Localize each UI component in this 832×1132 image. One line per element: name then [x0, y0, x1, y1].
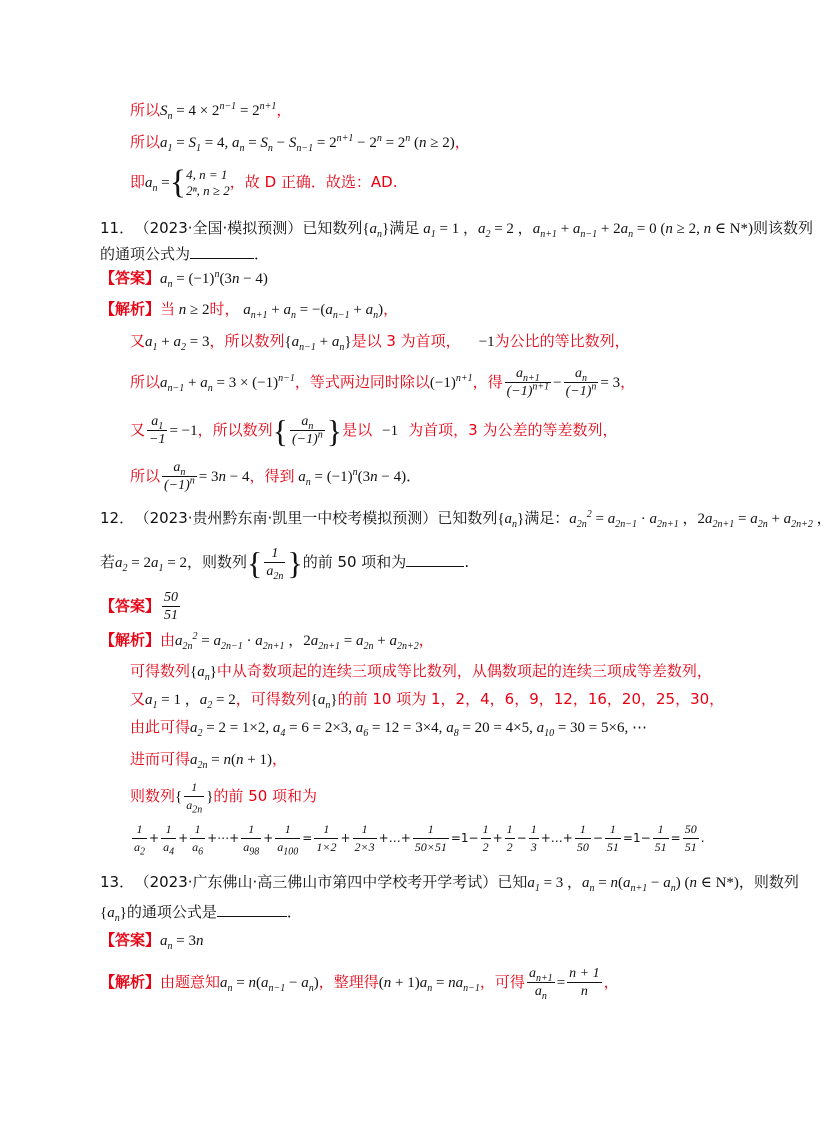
math-cond: $a_1 = 1$ ，$a_2 = 2$ ，$a_{n+1} + a_{n-1} + 2a_n = 0$ (n ≥ 2, n ∈ N*): [423, 221, 754, 240]
frac: $\frac{1}{2}$: [506, 822, 513, 854]
math-init2: $a_1 = 1$ ，$a_2 = 2$: [145, 692, 236, 711]
math-geom: $a_{n-1} + a_n = 3 \times (-1)^{n-1}$: [160, 373, 295, 394]
frac-recip: $\frac{1}{a_{2n}}$: [266, 546, 284, 582]
q11-stem-line-2: 的通项公式为 ．: [100, 245, 270, 263]
math-rel2: $(n + 1)a_n = na_{n-1}$: [378, 975, 480, 994]
q12-stem-line-1: [100, 508, 832, 529]
stem-text: 满足：: [524, 509, 570, 527]
frac-ratio2: $\frac{n + 1}{n}$: [569, 966, 600, 999]
text: 所以: [130, 373, 161, 391]
q12-analysis-1: 【解析】由$a_{2n}^2 = a_{2n-1} \cdot a_{2n+1}$ ，$2a_{2n+1} = a_{2n} + a_{2n+2}$，: [100, 631, 434, 652]
math-div: $(-1)^{n+1}$: [429, 373, 473, 391]
text: 为首项，3 为公差的等差数列，: [408, 421, 618, 439]
q11-analysis-5: [130, 458, 421, 495]
text: 由此可得: [130, 718, 191, 736]
math-even: $a_2 = 2 = 1\times 2$, $a_4 = 6 = 2\times 3$, $a_6 = 12 = 3\times 4$, $a_8 = 20 = 4\times 5$, $a_{10} = 30 = 5\times 6$, ⋯: [190, 720, 647, 739]
answer-blank: [190, 244, 254, 259]
q11-analysis-1: 【解析】当 n ≥ 2时， $a_{n+1} + a_n = -(a_{n-1} + a_n)$，: [100, 300, 399, 321]
q13-answer: [100, 930, 203, 951]
math-sn: $S_n = 4 \times 2^{n-1} = 2^{n+1}$: [160, 101, 277, 122]
text: 的前 10 项为 1，2，4，6，9，12，16，20，25，30，: [337, 690, 725, 708]
q12-analysis-5: 进而可得$a_{2n} = n(n + 1)$，: [130, 750, 287, 771]
math-brace: }: [206, 789, 214, 805]
text: 进而可得: [130, 750, 191, 768]
case-2: 2ⁿ, n ≥ 2: [186, 182, 230, 198]
text: ，得: [472, 373, 503, 391]
q11-analysis-2: [130, 331, 630, 352]
math-init: $a_2 = 2a_1 = 2$: [115, 555, 187, 574]
text: 是以 3 为首项，: [351, 332, 461, 350]
frac: $\frac{1}{50\times 51}$: [414, 822, 447, 854]
q11-stem-line-1: [100, 218, 813, 239]
math-answer: $a_n = (-1)^n(3n - 4)$: [160, 269, 268, 290]
prev-line-1: [130, 100, 291, 121]
frac-answer: $\frac{50}{51}$: [164, 590, 179, 623]
text: 又: [130, 421, 146, 439]
text: ，等式两边同时除以: [294, 373, 430, 391]
brace-icon: }: [287, 544, 303, 581]
text: ，所以数列: [209, 332, 285, 350]
frac: $\frac{1}{1\times 2}$: [316, 822, 337, 854]
q11-answer: [100, 268, 268, 289]
math-rel: $a_n = n(a_{n-1} - a_n)$: [220, 975, 319, 994]
text-tail: ，: [276, 101, 292, 119]
stem-text: ，则数列: [738, 873, 799, 891]
text: ，可得数列: [235, 690, 311, 708]
question-source: （2023·贵州黔东南·凯里一中校考模拟预测）: [142, 509, 438, 527]
math-seq: $\{a_n\}$: [362, 221, 390, 240]
frac: $\frac{1}{2}$: [482, 822, 489, 854]
frac: $\frac{1}{2\times 3}$: [354, 822, 375, 854]
math-answer: $a_n = 3n$: [160, 933, 204, 952]
q11-analysis-4: [130, 410, 617, 451]
text: 的前 50 项和为: [213, 787, 318, 805]
text: 又: [130, 332, 146, 350]
text: 则数列: [130, 787, 176, 805]
question-number: 13．: [100, 873, 135, 891]
math-first: −1: [382, 423, 399, 439]
math-eqm1: = −1: [169, 423, 198, 439]
frac-1: $\frac{a_{n+1}}{(-1)^{n+1}}$: [506, 366, 550, 399]
frac: $\frac{1}{50}$: [576, 822, 589, 854]
answer-label: 【答案】: [100, 597, 161, 615]
math-cond2: $a_{2n}^2 = a_{2n-1} \cdot a_{2n+1}$ ，$2a_{2n+1} = a_{2n} + a_{2n+2}$: [175, 631, 419, 652]
stem-text: 已知数列: [437, 509, 498, 527]
frac: $\frac{50}{51}$: [684, 822, 697, 854]
answer-blank: [217, 902, 287, 917]
text-lead: 所以: [130, 133, 161, 151]
text: 可得数列: [130, 662, 191, 680]
math-brace: {: [175, 789, 183, 805]
q12-analysis-4: [130, 717, 647, 738]
answer-label: 【答案】: [100, 269, 161, 287]
math-ratio: −1: [478, 334, 495, 350]
prev-line-2: [130, 132, 470, 153]
text-tail: ，: [454, 133, 470, 151]
frac: $\frac{1}{51}$: [606, 822, 619, 854]
brace-icon: {: [169, 163, 187, 201]
frac-4: $\frac{a_n}{(-1)^n}$: [292, 414, 323, 447]
math-sum: $a_1 + a_2 = 3$: [145, 334, 210, 353]
math-seq: $\{a_n\}$: [497, 511, 525, 530]
text: 所以: [130, 467, 161, 485]
stem-text: 的通项公式为: [100, 245, 191, 263]
math-an-var: $a_n$ =: [145, 175, 170, 194]
stem-text: 若: [100, 553, 116, 571]
math-n: n ≥ 2: [175, 302, 210, 318]
math-result: $a_n = (-1)^n(3n - 4)$．: [294, 467, 422, 488]
stem-text: ，则数列: [186, 553, 247, 571]
text: 时，: [209, 300, 240, 318]
math-cond: $a_1 = 3$ ，$a_n = n(a_{n+1} - a_n)$ (n ∈ N*): [527, 875, 739, 894]
answer-label: 【答案】: [100, 931, 161, 949]
brace-icon: }: [326, 412, 343, 449]
q12-answer: [100, 586, 182, 626]
frac-5: $\frac{a_n}{(-1)^n}$: [164, 460, 195, 493]
frac-3: $\frac{a_1}{-1}$: [149, 414, 166, 447]
frac: $\frac{1}{3}$: [530, 822, 537, 854]
stem-text: 则该数列: [753, 219, 814, 237]
text-lead: 即: [130, 173, 146, 191]
text-tail: ，故 D 正确．故选：AD.: [229, 173, 398, 191]
frac: $\frac{1}{a_{100}}$: [277, 822, 299, 858]
math-eq3: = 3: [600, 375, 621, 391]
stem-text: 的通项公式是: [126, 903, 217, 921]
frac-2: $\frac{a_n}{(-1)^n}$: [565, 366, 597, 399]
frac: $\frac{1}{a_6}$: [192, 822, 204, 858]
q12-analysis-6: [130, 778, 317, 815]
question-number: 12．: [100, 509, 135, 527]
text: 由: [160, 631, 176, 649]
frac: $\frac{1}{a_4}$: [163, 822, 175, 858]
question-source: （2023·全国·模拟预测）: [142, 219, 303, 237]
brace-icon: {: [246, 544, 263, 581]
math-seq: $\{a_n\}$: [100, 905, 127, 924]
frac-recip2: $\frac{1}{a_{2n}}$: [186, 780, 203, 816]
frac: $\frac{1}{a_{98}}$: [243, 822, 260, 858]
math-cond: $a_{2n}^2 = a_{2n-1} \cdot a_{2n+1}$ ，$2a_{2n+1} = a_{2n} + a_{2n+2}$ ，: [569, 509, 832, 530]
text: ，整理得: [318, 973, 379, 991]
math-a2n: $a_{2n} = n(n + 1)$: [190, 752, 272, 771]
q12-analysis-3: [130, 689, 724, 710]
answer-blank: [406, 552, 464, 567]
frac: $\frac{1}{51}$: [654, 822, 667, 854]
text: 又: [130, 690, 146, 708]
question-source: （2023·广东佛山·高三佛山市第四中学校考开学考试）: [142, 873, 498, 891]
math-minus: −: [553, 375, 562, 391]
math-seq: $\{a_n\}$: [190, 664, 217, 683]
stem-text: 满足: [389, 219, 420, 237]
question-number: 11．: [100, 219, 135, 237]
q13-analysis-1: 【解析】由题意知$a_n = n(a_{n-1} - a_n)$，整理得$(n + 1)a_n = na_{n-1}$，可得 $\frac{a_{n+1}}{a_n}$ = $\frac{n + 1}{n}$ ，: [100, 966, 619, 1002]
text: 当: [160, 300, 176, 318]
q13-stem-line-1: [100, 872, 799, 893]
math-seq: $\{a_n\}$: [310, 692, 338, 711]
analysis-label: 【解析】: [100, 973, 161, 991]
math-rel: $a_{n+1} + a_n = -(a_{n-1} + a_n)$: [239, 302, 384, 321]
text: 由题意知: [160, 973, 221, 991]
frac-ratio: $\frac{a_{n+1}}{a_n}$: [528, 966, 553, 1002]
stem-text: 已知: [497, 873, 528, 891]
text: 中从奇数项起的连续三项成等比数列，从偶数项起的连续三项成等差数列，: [216, 662, 712, 680]
frac: $\frac{1}{a_2}$: [134, 822, 145, 858]
text-lead: 所以: [130, 101, 161, 119]
text: ，可得: [479, 973, 525, 991]
text: ，所以数列: [197, 421, 273, 439]
q13-stem-line-2: $\{a_n\}$的通项公式是 ．: [100, 903, 302, 924]
stem-text: 的前 50 项和为: [302, 553, 407, 571]
math-an: $a_1 = S_1 = 4$, $a_n = S_n - S_{n-1} = 2^{n+1} - 2^n = 2^n$ (n ≥ 2): [160, 133, 455, 154]
stem-text: 已知数列: [302, 219, 363, 237]
analysis-label: 【解析】: [100, 631, 161, 649]
math-arith: = 3n − 4: [198, 469, 250, 485]
piecewise-cases: [186, 167, 230, 199]
text: 为公比的等比数列，: [494, 332, 630, 350]
q11-analysis-3: 所以$a_{n-1} + a_n = 3 \times (-1)^{n-1}$，等式两边同时除以$(-1)^{n+1}$，得 $\frac{a_{n+1}}{(-1)^{n+1}}$ − $\frac{a_n}{(-1)^n}$ = 3，: [130, 366, 636, 399]
text: ，得到: [249, 467, 295, 485]
brace-icon: {: [272, 412, 289, 449]
analysis-label: 【解析】: [100, 300, 161, 318]
math-eq: =: [556, 975, 566, 991]
case-1: 4, n = 1: [186, 166, 228, 182]
q12-telescoping-sum: $\frac{1}{a_2}$ + $\frac{1}{a_4}$ + $\frac{1}{a_6}$ +⋯+ $\frac{1}{a_{98}}$ + $\frac{1}{a_{100}}$ = $\frac{1}{1\times 2}$ + $\frac{1}{2\times 3}$ +…+ $\frac{1}{50\times 51}$ =1− $\frac{1}{2}$ + $\frac{1}{2}$ − $\frac{1}{3}$ +…+ $\frac{1}{50}$ − $\frac{1}{51}$ =1− $\frac{1}{51}$ = $\frac{50}{51}$ .: [134, 822, 705, 858]
q12-stem-line-2: 若$a_2 = 2a_1 = 2$，则数列{ $\frac{1}{a_{2n}}$ }的前 50 项和为 .: [100, 544, 470, 582]
text: 是以: [342, 421, 373, 439]
prev-line-3: [130, 165, 397, 200]
q12-analysis-2: [130, 661, 712, 682]
math-seq2: $\{a_{n-1} + a_n\}$: [284, 334, 352, 353]
